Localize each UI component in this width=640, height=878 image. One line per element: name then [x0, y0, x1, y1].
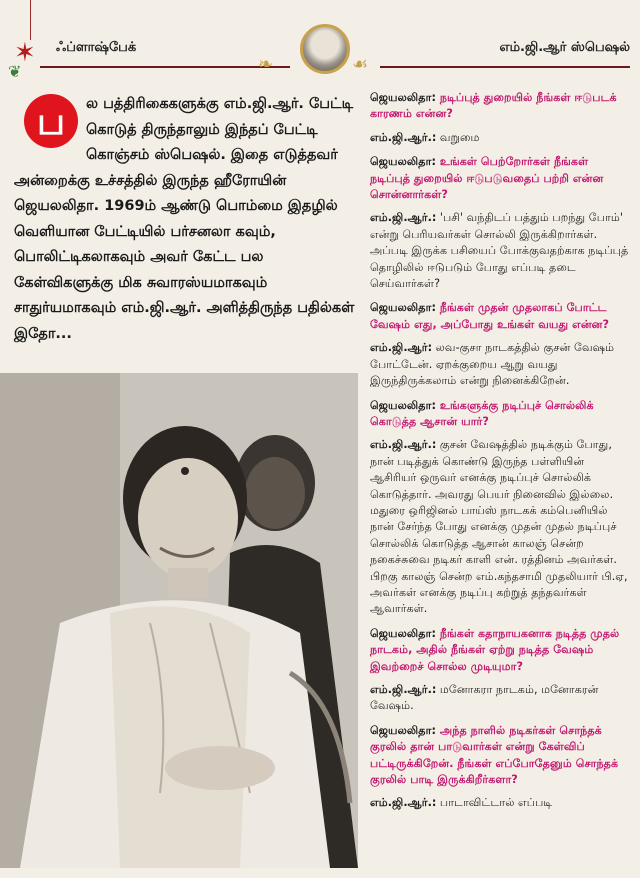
answer-2: [370, 210, 632, 292]
speaker-label: எம்.ஜி.ஆர்.:: [370, 683, 437, 696]
speaker-label: ஜெயலலிதா:: [370, 301, 436, 315]
question-1: [370, 90, 632, 123]
answer-text: லவ-குசா நாடகத்தில் குசன் வேஷம் போட்டேன். ஏறக்குறைய ஆறு வயது இருந்திருக்கலாம் என்று நினைக்கிறேன்.: [370, 341, 615, 388]
speaker-label: ஜெயலலிதா:: [370, 398, 436, 412]
speaker-label: எம்.ஜி.ஆர்.:: [370, 796, 437, 810]
answer-5: [370, 682, 632, 715]
answer-text: 'பசி' வந்திடப் பத்தும் பறந்து போம்' என்று பெரியவர்கள் சொல்லி இருக்கிறார்கள். அப்படி இருக்க பசியைப் போக்குவதற்காக நடிப்புத் தொழிலில் ஈடுபடும் போது எப்படி தடை செய்வார்கள்?: [370, 211, 629, 291]
header-rule-vertical: [30, 0, 31, 40]
mgr-portrait-medallion: [300, 24, 350, 74]
leaf-icon: ❦: [8, 62, 22, 81]
question-3: [370, 300, 632, 333]
answer-text: குசன் வேஷத்தில் நடிக்கும் போது, நான் படித்துக் கொண்டு இருந்த பள்ளியின் ஆசிரியர் ஒருவர் எனக்கு நடிப்புச் சொல்லிக் கொடுத்தார். அவரது பெயர் நினைவில் இல்லை. மதுரை ஒரிஜினல் பாய்ஸ் நாடகக் கம்பெனியில் நான் சேர்ந்த போது எனக்கு முதன் முதல் நடிப்புச் சொல்லிக் கொடுத்த ஆசான் காலஞ் சென்ற நகைச்சுவை நடிகர் காளி என். ரத்தினம் அவர்கள். பிறகு காலஞ் சென்ற எம்.கந்தசாமி முதலியார் பி.ஏ, அவர்கள் எனக்கு நடிப்பு கற்றுத் தந்தவர்கள் ஆவார்கள்.: [370, 438, 628, 616]
answer-text: பாடாவிட்டால் எப்படி: [439, 796, 553, 810]
series-label: எம்.ஜி.ஆர் ஸ்பெஷல்: [499, 40, 630, 55]
speaker-label: ஜெயலலிதா:: [370, 155, 436, 169]
answer-text: மனோகரா நாடகம், மனோகரன் வேஷம்.: [370, 683, 599, 713]
answer-4: [370, 437, 632, 617]
question-text: நடிப்புத் துறையில் நீங்கள் ஈடுபடக் காரணம் என்ன?: [370, 91, 617, 121]
question-4: [370, 398, 632, 431]
speaker-label: ஜெயலலிதா:: [370, 723, 436, 737]
flourish-right-icon: ☙: [352, 54, 369, 75]
speaker-label: எம்.ஜி.ஆர்:: [370, 341, 433, 355]
answer-3: [370, 340, 632, 389]
header-rule-right: [380, 66, 630, 68]
poinsettia-icon: ✶: [14, 38, 36, 68]
answer-text: வறுமை: [439, 130, 480, 144]
question-text: நீங்கள் கதாநாயகனாக நடித்த முதல் நாடகம், அதில் நீங்கள் ஏற்று நடித்த வேஷம் இவற்றைச் சொல்ல முடியுமா?: [370, 626, 620, 673]
question-6: [370, 723, 632, 789]
jayalalithaa-photo: [0, 373, 358, 868]
question-5: [370, 626, 632, 675]
section-label: ஃப்ளாஷ்பேக்: [56, 40, 137, 55]
answer-6: [370, 795, 632, 811]
question-text: நீங்கள் முதன் முதலாகப் போட்ட வேஷம் எது, அப்போது உங்கள் வயது என்ன?: [370, 301, 610, 331]
answer-1: [370, 130, 632, 146]
page-header: [0, 0, 640, 84]
question-text: உங்கள் பெற்றோர்கள் நீங்கள் நடிப்புத் துறையில் ஈடுபடுவதைப் பற்றி என்ன சொன்னார்கள்?: [370, 155, 604, 202]
drop-cap: ப: [24, 94, 78, 148]
interview-column: [370, 90, 632, 820]
speaker-label: எம்.ஜி.ஆர்.:: [370, 130, 437, 144]
header-rule-left: [40, 66, 290, 68]
speaker-label: ஜெயலலிதா:: [370, 626, 436, 640]
speaker-label: ஜெயலலிதா:: [370, 91, 436, 104]
photo-illustration: [0, 373, 358, 868]
question-text: உங்களுக்கு நடிப்புச் சொல்லிக் கொடுத்த ஆசான் யார்?: [370, 398, 594, 428]
question-text: அந்த நாளில் நடிகர்கள் சொந்தக் குரலில் தான் பாடுவார்கள் என்று கேள்விப் பட்டிருக்கிறேன். நீங்கள் எப்போதேனும் சொந்தக் குரலில் பாடி இருக்கிறீர்களா?: [370, 723, 619, 787]
intro-text: ல பத்திரிகைகளுக்கு எம்.ஜி.ஆர். பேட்டி கொடுத் திருந்தாலும் இந்தப் பேட்டி கொஞ்சம் ஸ்பெஷல். இதை எடுத்தவர் அன்றைக்கு உச்சத்தில் இருந்த ஹீரோயின் ஜெயலலிதா. 1969ம் ஆண்டு பொம்மை இதழில் வெளியான பேட்டியில் பர்சனலா கவும், பொலிட்டிகலாகவும் அவர் கேட்ட பல கேள்விகளுக்கு மிக சுவாரஸ்யமாகவும் சாதுர்யமாகவும் எம்.ஜி.ஆர். அளித்திருந்த பதில்கள் இதோ...: [14, 96, 355, 342]
question-2: [370, 154, 632, 203]
flourish-left-icon: ❧: [258, 54, 274, 75]
speaker-label: எம்.ஜி.ஆர்.:: [370, 211, 437, 225]
speaker-label: எம்.ஜி.ஆர்.:: [370, 438, 437, 452]
intro-paragraph: [14, 92, 362, 347]
